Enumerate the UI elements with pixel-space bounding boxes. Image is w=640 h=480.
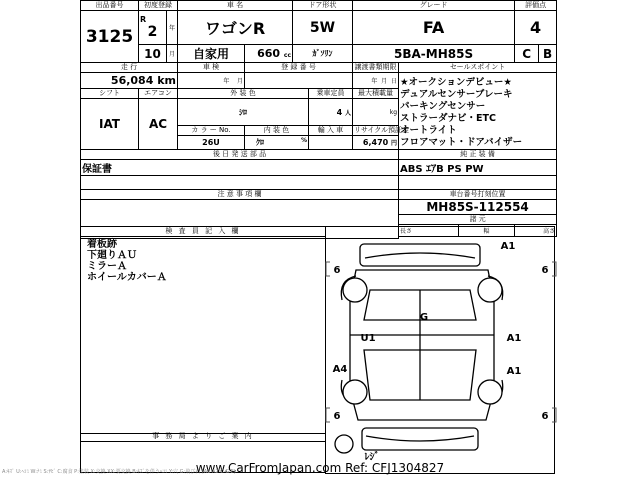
- month-unit: 月: [167, 45, 178, 63]
- damage-mark: A1: [506, 366, 522, 377]
- damage-mark: A1: [500, 241, 516, 252]
- equipment: ABS ｴｱB PS PW: [399, 160, 557, 176]
- color-no-label: カ ラ ー No.: [178, 126, 245, 136]
- recycle-label: リサイクル預託金: [354, 126, 410, 134]
- color-label: 外 装 色: [178, 89, 309, 99]
- model-code: 5BA-MH85S: [353, 45, 515, 63]
- damage-mark: G: [419, 312, 429, 323]
- mileage: 56,084: [110, 74, 154, 87]
- equipment-title: 純 正 装 備: [399, 150, 557, 160]
- width-label: 幅: [459, 225, 515, 237]
- capacity-unit: 人: [345, 109, 352, 117]
- transfer-month: 月: [381, 78, 388, 85]
- grade: FA: [353, 11, 515, 45]
- first-reg-month: 10: [139, 45, 167, 63]
- sales-point: オートライト: [400, 125, 457, 136]
- aftermarket-title: 後 日 発 送 部 品: [81, 150, 399, 160]
- transfer-label: 譲渡書類期限: [354, 63, 397, 71]
- grade-label: グレード: [353, 1, 515, 11]
- year-unit: 年: [167, 11, 178, 45]
- length-label: 長さ: [399, 225, 459, 237]
- lot-no: 3125: [81, 11, 139, 63]
- load-unit: kg: [353, 99, 399, 126]
- load-label: 最大積載量: [353, 89, 399, 99]
- sales-point: ★オークションデビュー★: [400, 77, 512, 88]
- inspector-note: ミラーＡ: [87, 261, 127, 272]
- lot-no-label: 出品番号: [81, 1, 139, 11]
- era: R: [140, 15, 147, 24]
- chassis-title: 車台番号打刻位置: [399, 190, 557, 200]
- damage-mark: 6: [333, 411, 341, 422]
- first-reg-label: 初度登録: [139, 1, 178, 11]
- mileage-label: 走 行: [81, 63, 178, 73]
- displacement: 660: [257, 47, 281, 60]
- recycle-fee: 6,470: [362, 138, 389, 147]
- car-name: ワゴンR: [178, 11, 293, 45]
- legend-footer: A:ｷｽﾞ U:ﾍｺﾐ W:ﾅﾐ S:ｻﾋﾞ C:腐食 P:塗装 X:交換 XX:要交換 B:ｷｽﾞを伴うﾍｺﾐ Y:穴 G:飛び石 (A1·A2·C·G·E): [2, 469, 236, 475]
- inspector-note: 着板跡: [87, 239, 117, 250]
- insp-year: 年: [223, 78, 230, 85]
- capacity: 4: [336, 107, 343, 117]
- body-type: 自家用: [178, 45, 245, 63]
- color-no: 26U: [178, 136, 245, 150]
- damage-mark: U1: [360, 333, 376, 344]
- yen-unit: 円: [391, 140, 398, 147]
- damage-mark: 6: [541, 411, 549, 422]
- shift: IAT: [81, 99, 139, 150]
- watermark: www.CarFromJapan.com Ref: CFJ1304827: [195, 461, 445, 475]
- inspector-note: 下廻りＡＵ: [87, 250, 137, 261]
- interior-color: ｸﾛ: [256, 138, 264, 147]
- damage-mark: 6: [333, 265, 341, 276]
- exterior-color: ｼﾛ: [178, 99, 309, 126]
- sales-point: フロアマット・ドアバイザー: [400, 137, 523, 148]
- sales-point: デュアルセンサーブレーキ: [400, 89, 513, 100]
- size-title: 諸 元: [399, 215, 557, 225]
- office-title: 事 務 局 よ り ご 案 内: [81, 432, 325, 442]
- inspector-note: ホイールカバーＡ: [87, 272, 167, 283]
- height-label: 高さ: [515, 225, 557, 237]
- damage-mark: 6: [541, 265, 549, 276]
- interior-grade: B: [539, 45, 557, 63]
- transfer-year: 年: [371, 78, 378, 85]
- damage-mark: A4: [332, 364, 348, 375]
- transfer-day: 日: [391, 78, 398, 85]
- import-label: 輸 入 車: [309, 126, 353, 136]
- door-type: 5W: [293, 11, 353, 45]
- aftermarket-parts: 保証書: [81, 160, 399, 176]
- km-unit: km: [157, 74, 176, 87]
- first-reg-year: 2: [147, 24, 158, 40]
- percent-unit: %: [301, 137, 308, 144]
- insp-month: 月: [236, 78, 243, 85]
- notes-title: 注 意 事 項 欄: [81, 190, 399, 200]
- car-name-label: 車 名: [178, 1, 293, 11]
- exterior-grade: C: [515, 45, 539, 63]
- inspector-title: 検 査 員 記 入 欄: [81, 227, 325, 237]
- door-label: ドア形状: [293, 1, 353, 11]
- shift-label: シフト: [81, 89, 139, 99]
- sales-point-label: セールスポイント: [399, 63, 557, 73]
- sales-point: ストラーダナビ・ETC: [400, 113, 496, 124]
- score: 4: [515, 11, 557, 45]
- ac-label: エアコン: [139, 89, 178, 99]
- int-color-label: 内 装 色: [245, 126, 309, 136]
- capacity-label: 乗車定員: [309, 89, 353, 99]
- score-label: 評価点: [515, 1, 557, 11]
- fuel: ｶﾞｿﾘﾝ: [293, 45, 353, 63]
- reg-no-label: 登 録 番 号: [245, 63, 353, 73]
- damage-mark: A1: [506, 333, 522, 344]
- cc-unit: cc: [283, 52, 292, 59]
- inspection-label: 車 検: [178, 63, 245, 73]
- damage-mark: ﾚｼﾞ: [364, 452, 380, 463]
- chassis-no: MH85S-112554: [399, 200, 557, 215]
- sales-point: パーキングセンサー: [400, 101, 486, 112]
- ac: AC: [139, 99, 178, 150]
